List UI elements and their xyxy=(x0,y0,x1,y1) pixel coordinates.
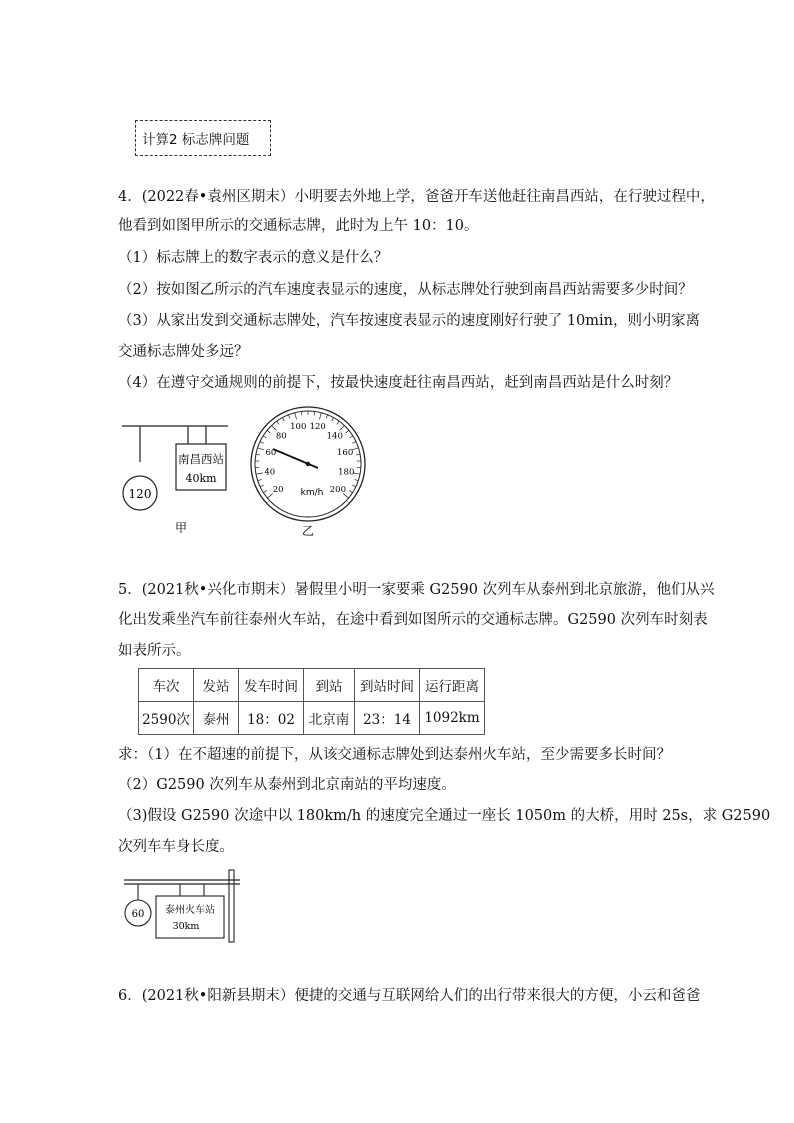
table-header-cell: 车次 xyxy=(139,669,194,702)
speedometer-tick-label: 20 xyxy=(272,485,284,496)
speedometer-tick xyxy=(340,425,345,430)
figure-jia-traffic-sign xyxy=(118,416,248,541)
speedometer-tick xyxy=(260,442,264,444)
q6-line1: 6．(2021秋•阳新县期末）便捷的交通与互联网给人们的出行带来很大的方便，小云和爸爸 xyxy=(118,988,701,1004)
speedometer-tick-label: 60 xyxy=(265,448,277,459)
speedometer-tick xyxy=(352,442,356,444)
speedometer-tick xyxy=(260,485,264,487)
station-name: 泰州火车站 xyxy=(165,905,215,916)
station-distance: 40km xyxy=(185,472,217,485)
speedometer-tick-label: 200 xyxy=(329,485,346,496)
speedometer-tick xyxy=(258,479,262,480)
q4-sub3b: 交通标志牌处多远？ xyxy=(118,344,249,360)
speedometer-tick xyxy=(272,425,277,430)
q4-line2: 他看到如图甲所示的交通标志牌，此时为上午 10：10。 xyxy=(118,218,479,234)
speedometer-tick xyxy=(267,430,270,433)
speedometer-tick xyxy=(256,473,263,474)
speedometer-tick xyxy=(352,485,356,487)
speedometer-tick xyxy=(326,415,327,419)
speedometer-tick xyxy=(301,411,302,415)
figure-jia-caption: 甲 xyxy=(174,521,188,535)
table-header-row xyxy=(139,669,485,702)
table-cell: 北京南 xyxy=(304,702,355,735)
q5-ask3b: 次列车车身长度。 xyxy=(118,839,234,855)
table-header-cell: 发站 xyxy=(194,669,239,702)
q5-line2: 化出发乘坐汽车前往泰州火车站，在途中看到如图所示的交通标志牌。G2590 次列车时刻表 xyxy=(118,612,708,628)
speedometer-tick xyxy=(314,411,315,415)
q4-sub3a: （3）从家出发到交通标志牌处，汽车按速度表显示的速度刚好行驶了 10min，则小明家离 xyxy=(118,313,701,329)
speedometer-needle xyxy=(273,449,318,468)
speed-limit-value: 120 xyxy=(128,487,152,501)
speedometer-tick xyxy=(355,479,359,480)
train-timetable xyxy=(138,668,485,735)
table-cell: 2590次 xyxy=(139,702,194,735)
q4-line1: 4．(2022春•袁州区期末）小明要去外地上学，爸爸开车送他赶往南昌西站，在行驶过程中， xyxy=(118,189,715,205)
sign-post xyxy=(229,870,234,942)
q4-sub2: （2）按如图乙所示的汽车速度表显示的速度，从标志牌处行驶到南昌西站需要多少时间？ xyxy=(118,282,693,298)
speedometer-tick-label: 80 xyxy=(275,431,287,442)
speed-limit-value: 60 xyxy=(131,909,145,920)
table-cell: 18：02 xyxy=(239,702,304,735)
table-header-cell: 到站时间 xyxy=(355,669,420,702)
figure-yi-speedometer xyxy=(245,400,375,540)
speedometer-tick-label: 120 xyxy=(309,422,326,433)
speedometer-tick xyxy=(277,421,279,424)
speedometer-tick-label: 180 xyxy=(338,467,355,478)
q5-line3: 如表所示。 xyxy=(118,643,191,659)
station-name: 南昌西站 xyxy=(178,452,224,466)
speedometer-tick xyxy=(337,421,339,424)
speedometer-tick-label: 100 xyxy=(290,422,307,433)
speedometer-tick xyxy=(349,491,352,493)
speedometer-tick xyxy=(258,448,265,450)
table-cell: 1092km xyxy=(420,702,485,735)
q5-ask3a: （3)假设 G2590 次途中以 180km/h 的速度完全通过一座长 1050m 的大桥，用时 25s，求 G2590 xyxy=(118,808,771,824)
table-header-cell: 发车时间 xyxy=(239,669,304,702)
table-row xyxy=(139,702,485,735)
q5-traffic-sign xyxy=(118,866,248,948)
q5-line1: 5．(2021秋•兴化市期末）暑假里小明一家要乘 G2590 次列车从泰州到北京旅游，他们从兴 xyxy=(118,582,715,598)
speed-unit: km/h xyxy=(300,488,324,498)
needle-pivot xyxy=(306,462,310,466)
table-header-cell: 到站 xyxy=(304,669,355,702)
speedometer-tick-label: 40 xyxy=(264,467,276,478)
speedometer-tick xyxy=(295,413,297,420)
speedometer-tick xyxy=(349,436,352,438)
section-title: 计算2 标志牌问题 xyxy=(142,132,250,148)
speedometer-tick xyxy=(263,491,266,493)
table-header-cell: 运行距离 xyxy=(420,669,485,702)
table-cell: 泰州 xyxy=(194,702,239,735)
speedometer-tick-label: 140 xyxy=(326,431,343,442)
speedometer-tick xyxy=(356,454,360,455)
speedometer-tick-labels xyxy=(264,422,354,495)
speedometer-tick xyxy=(332,418,334,422)
speedometer-tick xyxy=(256,454,260,455)
section-title-box xyxy=(135,120,271,156)
q4-sub1: （1）标志牌上的数字表示的意义是什么？ xyxy=(118,250,389,266)
speedometer-tick xyxy=(263,436,266,438)
q5-ask1: 求：（1）在不超速的前提下，从该交通标志牌处到达泰州火车站，至少需要多长时间？ xyxy=(118,747,671,763)
speedometer-tick xyxy=(288,415,289,419)
station-distance: 30km xyxy=(172,921,200,932)
table-cell: 23：14 xyxy=(355,702,420,735)
q5-ask2: （2）G2590 次列车从泰州到北京南站的平均速度。 xyxy=(118,777,456,793)
speedometer-tick xyxy=(319,413,321,420)
q4-sub4: （4）在遵守交通规则的前提下，按最快速度赶往南昌西站，赶到南昌西站是什么时刻？ xyxy=(118,375,679,391)
speedometer-tick xyxy=(282,418,284,422)
figure-yi-caption: 乙 xyxy=(301,524,315,538)
speedometer-tick-label: 160 xyxy=(337,448,354,459)
speedometer-tick xyxy=(346,430,349,433)
